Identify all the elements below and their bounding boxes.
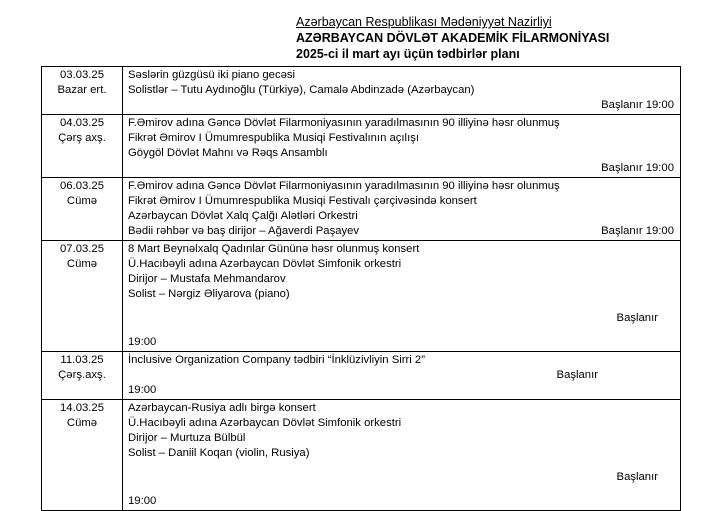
- event-line: Ü.Hacıbəyli adına Azərbaycan Dövlət Simfonik orkestri: [128, 258, 402, 270]
- event-line: Azərbaycan Dövlət Xalq Çalğı Alətləri Orkestri: [128, 210, 358, 222]
- event-details: [123, 115, 681, 178]
- event-day: Çərş.axş.: [58, 369, 106, 381]
- organization-title: AZƏRBAYCAN DÖVLƏT AKADEMİK FİLARMONİYASI: [296, 31, 610, 45]
- date-cell: [42, 178, 123, 241]
- event-line: Səslərin güzgüsü iki piano gecəsi: [128, 69, 296, 81]
- event-line: 8 Mart Beynəlxalq Qadınlar Gününə həsr olunmuş konsert: [128, 243, 420, 255]
- date-cell: [42, 115, 123, 178]
- event-date: 04.03.25: [60, 117, 104, 129]
- event-line: Solistlər – Tutu Aydınoğlu (Türkiyə), Camalə Abdinzadə (Azərbaycan): [128, 84, 475, 96]
- event-row: [42, 400, 681, 511]
- date-cell: [42, 400, 123, 511]
- event-line: Azərbaycan-Rusiya adlı birgə konsert: [128, 402, 316, 414]
- event-line: Solist – Daniil Koqan (violin, Rusiya): [128, 447, 310, 459]
- event-row: [42, 67, 681, 115]
- spacer: [128, 302, 674, 311]
- ministry-title: Azərbaycan Respublikası Mədəniyyət Nazirliyi: [296, 15, 552, 29]
- event-details: [123, 241, 681, 352]
- event-date: 06.03.25: [60, 180, 104, 192]
- date-cell: [42, 67, 123, 115]
- event-start-word: Başlanır: [616, 471, 658, 483]
- event-start-word: Başlanır: [616, 312, 658, 324]
- event-line: Ü.Hacıbəyli adına Azərbaycan Dövlət Simfonik orkestri: [128, 417, 402, 429]
- event-start-time: 19:00: [128, 336, 157, 348]
- event-start: Başlanır 19:00: [601, 225, 674, 237]
- event-row: [42, 241, 681, 352]
- spacer: [128, 485, 674, 494]
- event-details: [123, 67, 681, 115]
- event-day: Cümə: [66, 195, 98, 207]
- event-date: 07.03.25: [60, 243, 104, 255]
- event-day: Bazar ert.: [57, 84, 107, 96]
- event-line: Fikrət Əmirov I Ümumrespublika Musiqi Festivalı çərçivəsində konsert: [128, 195, 477, 207]
- event-last-line: [128, 224, 674, 239]
- date-cell: [42, 241, 123, 352]
- spacer: [128, 461, 674, 470]
- event-start-time: 19:00: [128, 384, 157, 396]
- event-start-time: 19:00: [128, 495, 157, 507]
- event-details: [123, 400, 681, 511]
- event-row: [42, 178, 681, 241]
- event-row: [42, 352, 681, 400]
- event-day: Cümə: [66, 417, 98, 429]
- event-date: 11.03.25: [60, 354, 104, 366]
- event-line: Dirijor – Mustafa Mehmandarov: [128, 273, 286, 285]
- event-start: Başlanır 19:00: [601, 99, 674, 111]
- event-day: Cümə: [66, 258, 98, 270]
- event-row: [42, 115, 681, 178]
- event-line: F.Əmirov adına Gəncə Dövlət Filarmoniyasının yaradılmasının 90 illiyinə həsr olunmuş: [128, 180, 560, 192]
- document-header: [296, 14, 701, 62]
- event-date: 14.03.25: [60, 402, 104, 414]
- plan-title: 2025-ci il mart ayı üçün tədbirlər planı: [296, 47, 520, 61]
- event-day: Çərş axş.: [58, 132, 106, 144]
- event-details: [123, 178, 681, 241]
- event-line: İnclusive Organization Company tədbiri “İnklüzivliyin Sirri 2”: [128, 354, 425, 366]
- event-line: F.Əmirov adına Gəncə Dövlət Filarmoniyasının yaradılmasının 90 illiyinə həsr olunmuş: [128, 117, 560, 129]
- spacer: [128, 326, 674, 335]
- event-date: 03.03.25: [60, 69, 104, 81]
- event-start: Başlanır 19:00: [601, 162, 674, 174]
- event-line: Fikrət Əmirov I Ümumrespublika Musiqi Festivalının açılışı: [128, 132, 419, 144]
- event-details: [123, 352, 681, 400]
- event-line: Dirijor – Murtuza Bülbül: [128, 432, 246, 444]
- event-start-word: Başlanır: [556, 369, 598, 381]
- events-table: [41, 66, 681, 511]
- date-cell: [42, 352, 123, 400]
- event-line: Bədii rəhbər və baş dirijor – Ağaverdi Paşayev: [128, 225, 360, 237]
- event-line: Solist – Nərgiz Əliyarova (piano): [128, 288, 290, 300]
- event-line: Göygöl Dövlət Mahnı və Rəqs Ansamblı: [128, 147, 328, 159]
